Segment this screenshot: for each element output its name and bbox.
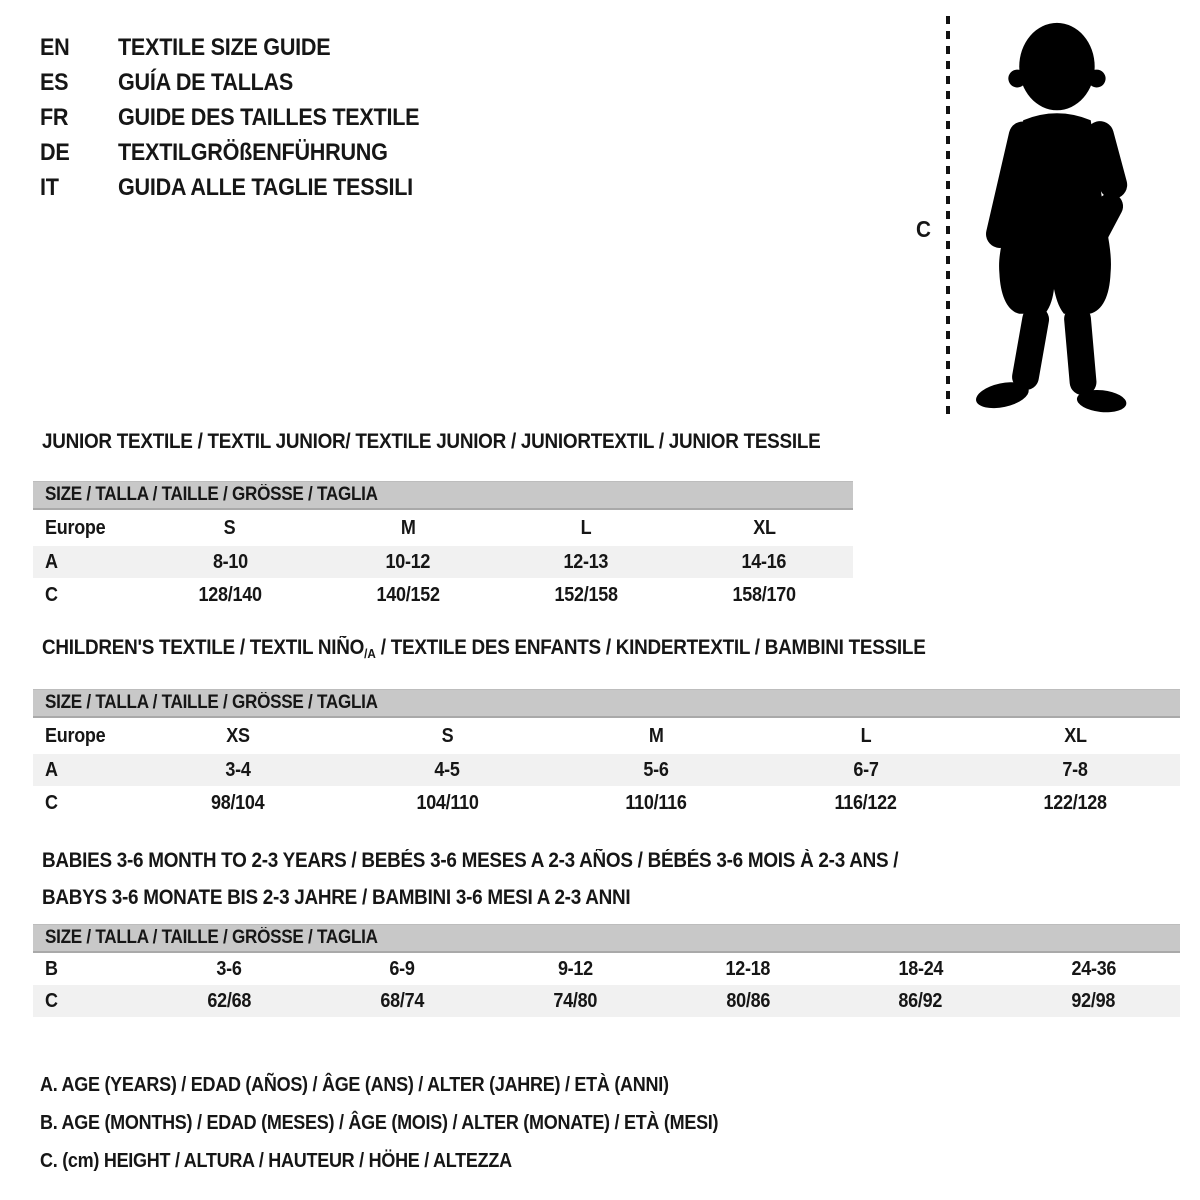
row-label: Europe xyxy=(45,516,106,539)
height-cell: 74/80 xyxy=(553,989,597,1012)
language-code: IT xyxy=(40,173,59,201)
legend-text-c: C. (cm) HEIGHT / ALTURA / HAUTEUR / HÖHE / ALTEZZA xyxy=(40,1149,512,1172)
age-cell: 6-7 xyxy=(853,758,879,781)
age-cell: 8-10 xyxy=(212,550,248,573)
size-cell: XL xyxy=(752,516,776,539)
toddler-silhouette-icon xyxy=(957,13,1147,420)
age-cell: 18-24 xyxy=(898,957,944,980)
babies-size-table xyxy=(33,924,1180,1017)
legend xyxy=(40,1066,794,1180)
size-cell: XL xyxy=(1064,724,1087,747)
height-cell: 116/122 xyxy=(834,791,897,814)
row-label: C xyxy=(45,989,58,1012)
row-label: A xyxy=(45,550,58,573)
language-row-es xyxy=(40,65,453,100)
size-header-label: SIZE / TALLA / TAILLE / GRÖSSE / TAGLIA xyxy=(45,484,378,505)
size-cell: XS xyxy=(225,724,250,747)
row-label: B xyxy=(45,957,58,980)
children-section-title xyxy=(42,636,1024,662)
height-cell: 128/140 xyxy=(198,583,262,606)
size-header-label: SIZE / TALLA / TAILLE / GRÖSSE / TAGLIA xyxy=(45,927,378,948)
size-cell: L xyxy=(860,724,872,747)
row-label: C xyxy=(45,791,58,814)
junior-section-title xyxy=(42,430,907,454)
height-cell: 140/152 xyxy=(376,583,440,606)
language-code: EN xyxy=(40,33,70,61)
table-row-region xyxy=(33,510,853,546)
table-row-height xyxy=(33,985,1180,1017)
size-header-label: SIZE / TALLA / TAILLE / GRÖSSE / TAGLIA xyxy=(45,692,378,713)
height-cell: 68/74 xyxy=(380,989,425,1012)
babies-section-title-line1: BABIES 3-6 MONTH TO 2-3 YEARS / BEBÉS 3-6 MESES A 2-3 AÑOS / BÉBÉS 3-6 MOIS À 2-3 ANS / xyxy=(42,849,899,872)
age-cell: 4-5 xyxy=(434,758,460,781)
language-code: DE xyxy=(40,138,70,166)
table-row-height xyxy=(33,578,853,612)
guide-title-de: TEXTILGRÖßENFÜHRUNG xyxy=(118,138,388,166)
babies-section-title xyxy=(42,842,993,916)
age-cell: 14-16 xyxy=(741,550,787,573)
guide-title-it: GUIDA ALLE TAGLIE TESSILI xyxy=(118,173,413,201)
age-cell: 5-6 xyxy=(643,758,670,781)
table-row-region xyxy=(33,718,1180,754)
guide-title-es: GUÍA DE TALLAS xyxy=(118,68,294,96)
table-row-age-months xyxy=(33,953,1180,985)
size-cell: M xyxy=(400,516,416,539)
language-row-de xyxy=(40,135,453,170)
age-cell: 9-12 xyxy=(557,957,593,980)
legend-line-a xyxy=(40,1066,794,1104)
language-row-it xyxy=(40,170,453,205)
age-cell: 6-9 xyxy=(389,957,415,980)
language-code: ES xyxy=(40,68,69,96)
table-row-age xyxy=(33,754,1180,786)
age-cell: 12-18 xyxy=(725,957,771,980)
size-cell: M xyxy=(649,724,664,747)
height-cell: 158/170 xyxy=(732,583,796,606)
legend-text-b: B. AGE (MONTHS) / EDAD (MESES) / ÂGE (MOIS) / ALTER (MONATE) / ETÀ (MESI) xyxy=(40,1111,719,1134)
height-cell: 104/110 xyxy=(416,791,479,814)
language-row-fr xyxy=(40,100,453,135)
row-label: C xyxy=(45,583,58,606)
size-cell: L xyxy=(580,516,592,539)
language-title-list xyxy=(40,30,453,205)
children-size-table xyxy=(33,689,1180,820)
table-row-height xyxy=(33,786,1180,820)
height-dashed-line-icon xyxy=(946,16,950,414)
children-section-title-text: CHILDREN'S TEXTILE / TEXTIL NIÑO/A / TEXTILE DES ENFANTS / KINDERTEXTIL / BAMBINI TESSILE xyxy=(42,636,926,661)
height-cell: 92/98 xyxy=(1071,989,1116,1012)
junior-section-title-text: JUNIOR TEXTILE / TEXTIL JUNIOR/ TEXTILE JUNIOR / JUNIORTEXTIL / JUNIOR TESSILE xyxy=(42,430,821,453)
legend-line-b xyxy=(40,1104,794,1142)
guide-title-en: TEXTILE SIZE GUIDE xyxy=(118,33,331,61)
size-cell: S xyxy=(441,724,453,747)
legend-text-a: A. AGE (YEARS) / EDAD (AÑOS) / ÂGE (ANS) / ALTER (JAHRE) / ETÀ (ANNI) xyxy=(40,1073,669,1096)
height-cell: 86/92 xyxy=(898,989,943,1012)
age-cell: 12-13 xyxy=(563,550,609,573)
size-header-band xyxy=(33,689,1180,718)
row-label: Europe xyxy=(45,724,106,747)
size-cell: S xyxy=(224,516,236,539)
height-cell: 80/86 xyxy=(726,989,770,1012)
babies-section-title-line2: BABYS 3-6 MONATE BIS 2-3 JAHRE / BAMBINI 3-6 MESI A 2-3 ANNI xyxy=(42,886,631,909)
age-cell: 10-12 xyxy=(385,550,431,573)
nino-a-subscript: /A xyxy=(364,646,376,661)
size-header-band xyxy=(33,481,853,510)
junior-size-table xyxy=(33,481,853,612)
table-row-age xyxy=(33,546,853,578)
height-measure-label: C xyxy=(916,216,931,242)
guide-title-fr: GUIDE DES TAILLES TEXTILE xyxy=(118,103,420,131)
row-label: A xyxy=(45,758,58,781)
height-cell: 122/128 xyxy=(1043,791,1107,814)
language-row-en xyxy=(40,30,453,65)
age-cell: 7-8 xyxy=(1062,758,1088,781)
size-header-band xyxy=(33,924,1180,953)
age-cell: 24-36 xyxy=(1071,957,1116,980)
legend-line-c xyxy=(40,1142,794,1180)
height-cell: 62/68 xyxy=(207,989,252,1012)
age-cell: 3-4 xyxy=(225,758,251,781)
language-code: FR xyxy=(40,103,69,131)
height-cell: 152/158 xyxy=(554,583,618,606)
height-cell: 98/104 xyxy=(210,791,265,814)
height-cell: 110/116 xyxy=(625,791,688,814)
age-cell: 3-6 xyxy=(216,957,243,980)
